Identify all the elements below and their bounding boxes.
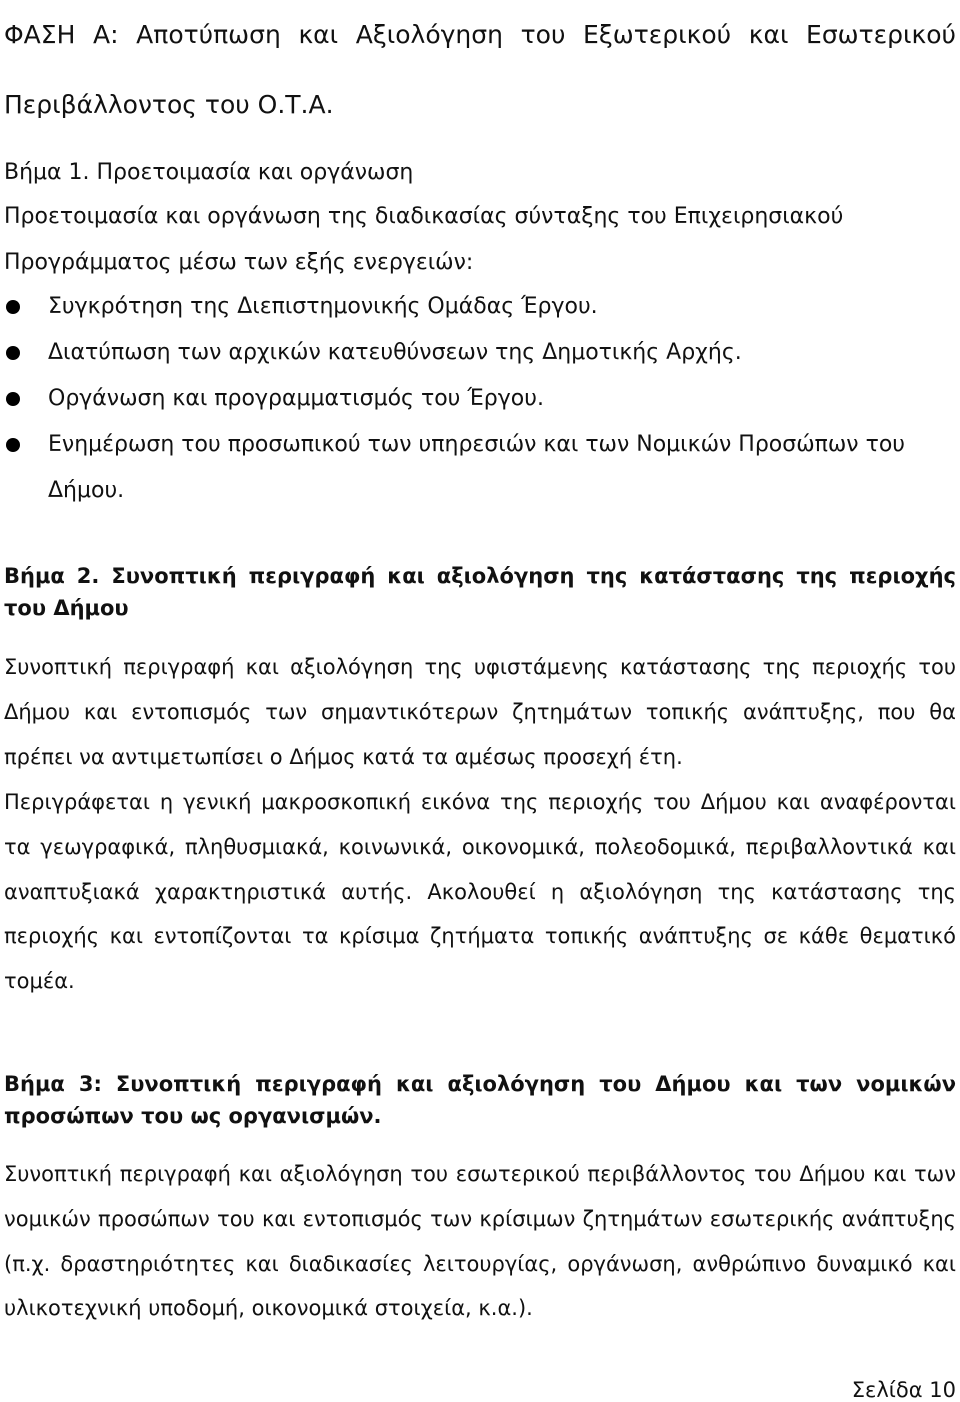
list-item bbox=[0, 376, 948, 422]
step-1-action-list bbox=[0, 284, 960, 514]
list-item-text: Οργάνωση και προγραμματισμός του Έργου. bbox=[48, 386, 544, 411]
bullet-icon bbox=[6, 300, 20, 314]
step-1-intro: Προετοιμασία και οργάνωση της διαδικασίας σύνταξης του Επιχειρησιακού Προγράμματος μέσω των εξής ενεργειών: bbox=[4, 204, 844, 275]
bullet-icon bbox=[6, 392, 20, 406]
step-3-paragraph: Συνοπτική περιγραφή και αξιολόγηση του εσωτερικού περιβάλλοντος του Δήμου και των νομικών προσώπων του και εντοπισμός των κρίσιμων ζητημάτων εσωτερικής ανάπτυξης (π.χ. δραστηριότητες και διαδικασίες λειτουργίας, οργάνωση, ανθρώπινο δυναμικό και υλικοτεχνική υποδομή, οικονομικά στοιχεία, κ.α.). bbox=[4, 1162, 956, 1321]
list-item bbox=[0, 422, 948, 514]
phase-title: ΦΑΣΗ Α: Αποτύπωση και Αξιολόγηση του Εξωτερικού και Εσωτερικού Περιβάλλοντος του Ο.Τ.Α. bbox=[4, 20, 956, 119]
list-item bbox=[0, 284, 948, 330]
list-item bbox=[0, 330, 948, 376]
bullet-icon bbox=[6, 438, 20, 452]
page-number: Σελίδα 10 bbox=[851, 1378, 956, 1402]
step-2-paragraph-2: Περιγράφεται η γενική μακροσκοπική εικόνα της περιοχής του Δήμου και αναφέρονται τα γεωγραφικά, πληθυσμιακά, κοινωνικά, οικονομικά, πολεοδομικά, περιβαλλοντικά και αναπτυξιακά χαρακτηριστικά αυτής. Ακολουθεί η αξιολόγηση της κατάστασης της περιοχής και εντοπίζονται τα κρίσιμα ζητήματα τοπικής ανάπτυξης σε κάθε θεματικό τομέα. bbox=[4, 790, 956, 994]
list-item-text: Ενημέρωση του προσωπικού των υπηρεσιών και των Νομικών Προσώπων του Δήμου. bbox=[48, 432, 906, 503]
step-1-heading: Βήμα 1. Προετοιμασία και οργάνωση bbox=[4, 160, 414, 185]
list-item-text: Διατύπωση των αρχικών κατευθύνσεων της Δημοτικής Αρχής. bbox=[48, 340, 742, 365]
step-3-heading: Βήμα 3: Συνοπτική περιγραφή και αξιολόγηση του Δήμου και των νομικών προσώπων του ως οργανισμών. bbox=[4, 1072, 956, 1128]
step-2-paragraph-1: Συνοπτική περιγραφή και αξιολόγηση της υφιστάμενης κατάστασης της περιοχής του Δήμου και εντοπισμός των σημαντικότερων ζητημάτων τοπικής ανάπτυξης, που θα πρέπει να αντιμετωπίσει ο Δήμος κατά τα αμέσως προσεχή έτη. bbox=[4, 655, 956, 769]
bullet-icon bbox=[6, 346, 20, 360]
list-item-text: Συγκρότηση της Διεπιστημονικής Ομάδας Έργου. bbox=[48, 294, 598, 319]
step-2-heading: Βήμα 2. Συνοπτική περιγραφή και αξιολόγηση της κατάστασης της περιοχής του Δήμου bbox=[4, 564, 956, 620]
